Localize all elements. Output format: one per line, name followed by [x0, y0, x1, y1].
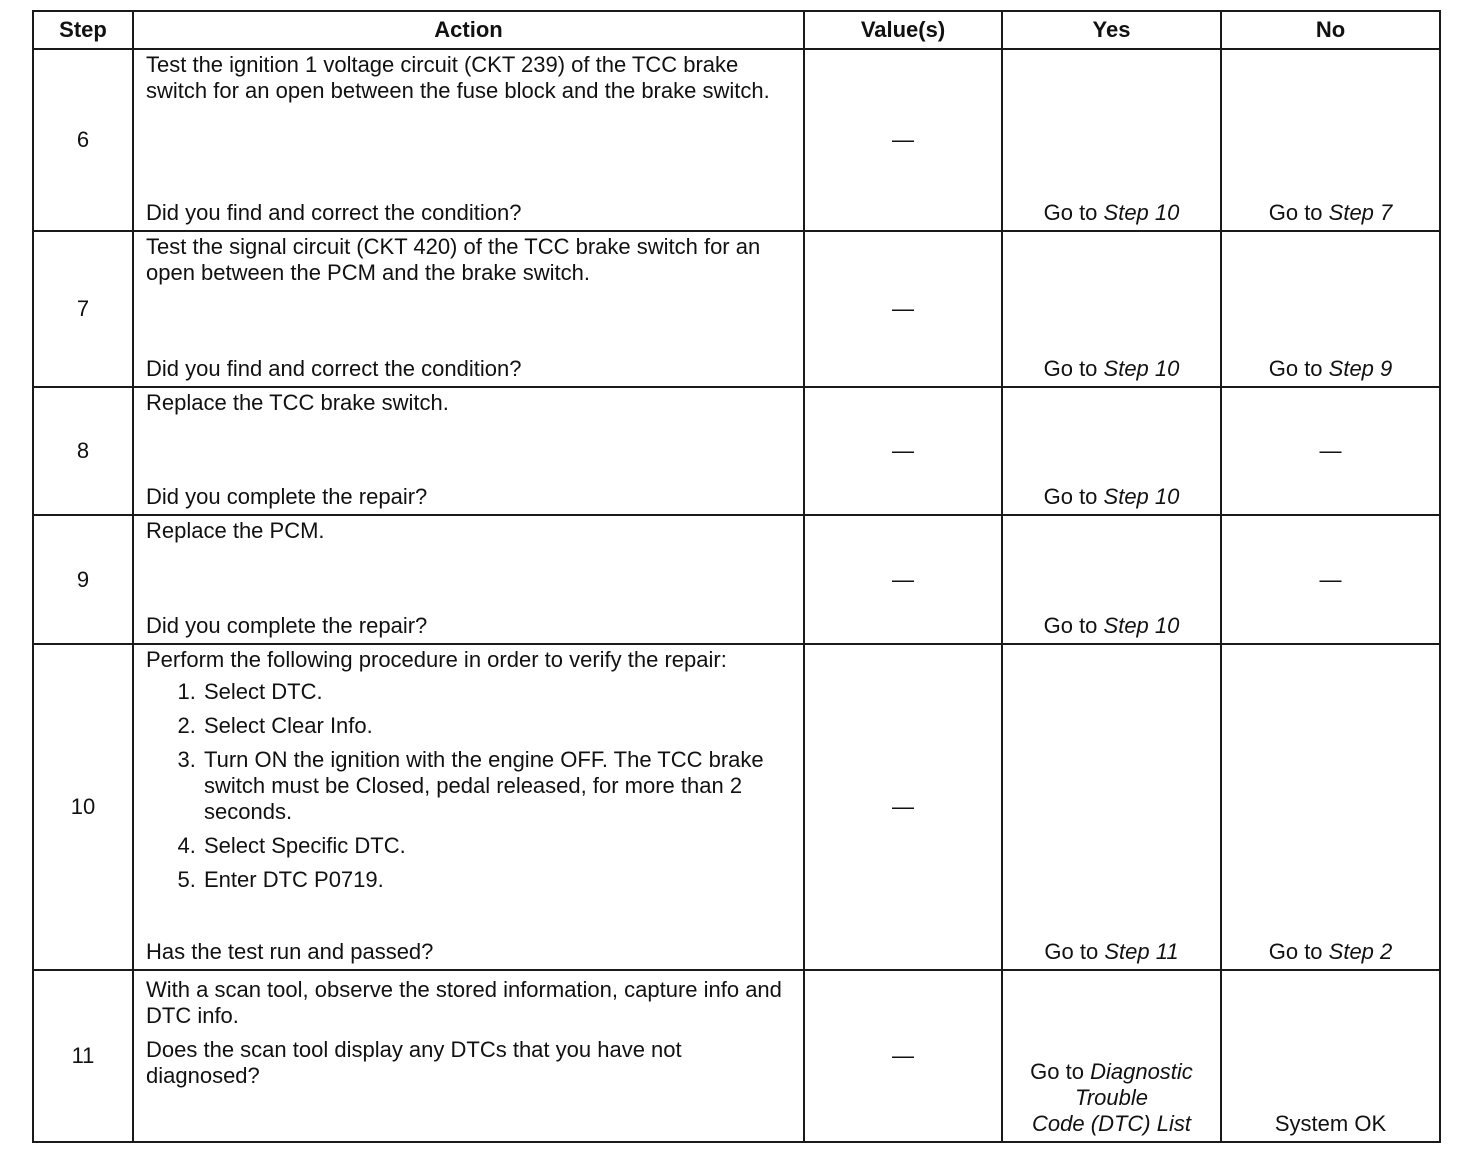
action-question: Has the test run and passed?: [146, 939, 434, 964]
header-step: Step: [33, 11, 133, 49]
goto-step-link[interactable]: Step 10: [1103, 356, 1180, 381]
action-cell: [133, 49, 804, 231]
procedure-item: 5. Enter DTC P0719.: [202, 867, 793, 893]
procedure-list: [146, 679, 793, 893]
goto-prefix: Go to: [1030, 1059, 1091, 1084]
goto-step-link[interactable]: Step 9: [1328, 356, 1393, 381]
no-cell: System OK: [1221, 970, 1440, 1142]
action-text: Test the ignition 1 voltage circuit (CKT 239) of the TCC brake switch for an open between the fuse block and the brake switch.: [146, 52, 770, 103]
table-row: [33, 49, 1440, 231]
action-text: Replace the TCC brake switch.: [146, 390, 449, 415]
no-cell: —: [1221, 387, 1440, 515]
table-row: [33, 231, 1440, 387]
procedure-item: 1. Select DTC.: [202, 679, 793, 705]
action-cell: [133, 231, 804, 387]
action-question: Did you find and correct the condition?: [146, 200, 522, 225]
action-question: Does the scan tool display any DTCs that you have not diagnosed?: [146, 1037, 682, 1088]
no-cell: [1221, 644, 1440, 970]
action-question: Did you find and correct the condition?: [146, 356, 522, 381]
yes-cell: [1002, 644, 1221, 970]
action-text: With a scan tool, observe the stored information, capture info and DTC info.: [146, 977, 782, 1028]
value-cell: —: [804, 644, 1002, 970]
goto-step-link[interactable]: Step 10: [1103, 613, 1180, 638]
yes-cell: [1002, 515, 1221, 644]
header-yes: Yes: [1002, 11, 1221, 49]
yes-cell: [1002, 970, 1221, 1142]
goto-step-link[interactable]: Step 2: [1328, 939, 1393, 964]
goto-prefix: Go to: [1044, 939, 1105, 964]
step-number: 6: [33, 49, 133, 231]
header-no: No: [1221, 11, 1440, 49]
value-cell: —: [804, 231, 1002, 387]
header-values: Value(s): [804, 11, 1002, 49]
goto-dtc-list-link[interactable]: Code (DTC) List: [1032, 1111, 1191, 1136]
table-row: [33, 387, 1440, 515]
yes-cell: [1002, 49, 1221, 231]
step-number: 9: [33, 515, 133, 644]
table-row: [33, 970, 1440, 1142]
header-row: [33, 11, 1440, 49]
action-text: Replace the PCM.: [146, 518, 325, 543]
action-question: Did you complete the repair?: [146, 484, 428, 509]
procedure-item: 3. Turn ON the ignition with the engine OFF. The TCC brake switch must be Closed, pedal released, for more than 2 seconds.: [202, 747, 793, 825]
goto-prefix: Go to: [1268, 356, 1329, 381]
action-cell: [133, 644, 804, 970]
action-text: Perform the following procedure in order to verify the repair:: [146, 647, 727, 672]
procedure-item: 4. Select Specific DTC.: [202, 833, 793, 859]
no-cell: [1221, 231, 1440, 387]
goto-prefix: Go to: [1268, 939, 1329, 964]
table-row: [33, 515, 1440, 644]
value-cell: —: [804, 387, 1002, 515]
no-cell: —: [1221, 515, 1440, 644]
step-number: 7: [33, 231, 133, 387]
no-cell: [1221, 49, 1440, 231]
value-cell: —: [804, 515, 1002, 644]
goto-prefix: Go to: [1043, 484, 1104, 509]
action-cell: [133, 515, 804, 644]
action-question: Did you complete the repair?: [146, 613, 428, 638]
action-text: Test the signal circuit (CKT 420) of the TCC brake switch for an open between the PCM and the brake switch.: [146, 234, 761, 285]
yes-cell: [1002, 387, 1221, 515]
goto-prefix: Go to: [1043, 356, 1104, 381]
table-row: [33, 644, 1440, 970]
diagnostic-table: [32, 10, 1441, 1143]
goto-prefix: Go to: [1268, 200, 1329, 225]
yes-cell: [1002, 231, 1221, 387]
goto-step-link[interactable]: Step 7: [1328, 200, 1393, 225]
header-action: Action: [133, 11, 804, 49]
goto-step-link[interactable]: Step 10: [1103, 484, 1180, 509]
value-cell: —: [804, 49, 1002, 231]
action-cell: [133, 387, 804, 515]
goto-prefix: Go to: [1043, 200, 1104, 225]
value-cell: —: [804, 970, 1002, 1142]
goto-step-link[interactable]: Step 11: [1104, 939, 1179, 964]
goto-step-link[interactable]: Step 10: [1103, 200, 1180, 225]
goto-prefix: Go to: [1043, 613, 1104, 638]
action-cell: [133, 970, 804, 1142]
step-number: 8: [33, 387, 133, 515]
goto-dtc-list-link[interactable]: Diagnostic: [1090, 1059, 1193, 1084]
procedure-item: 2. Select Clear Info.: [202, 713, 793, 739]
step-number: 11: [33, 970, 133, 1142]
goto-dtc-list-link[interactable]: Trouble: [1075, 1085, 1148, 1110]
step-number: 10: [33, 644, 133, 970]
